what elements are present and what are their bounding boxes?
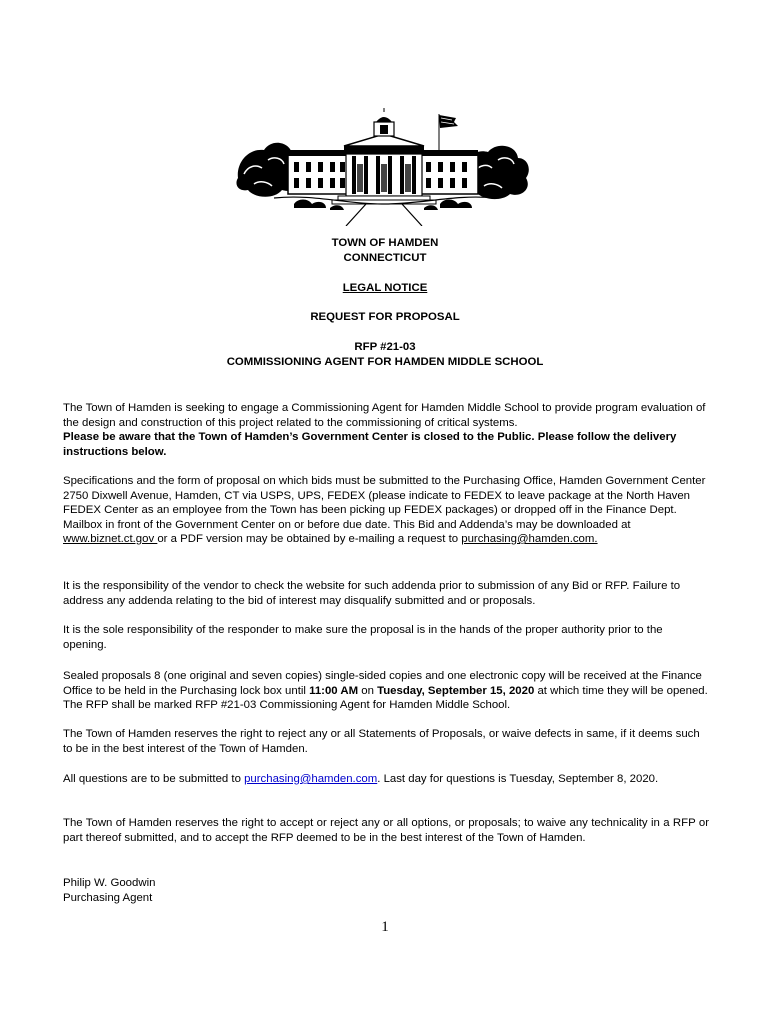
reserve-accept-text: The Town of Hamden reserves the right to accept or reject any or all options, or proposals; to waive any technicality in a RFP or part thereof submitted, and to accept the RFP deemed to be in the best interest of the Town of Hamden. — [63, 817, 709, 844]
responsibility-text: It is the sole responsibility of the responder to make sure the proposal is in the hands of the proper authority prior to the opening. — [63, 624, 663, 651]
paragraph-sealed-proposals — [63, 669, 709, 713]
paragraph-addenda — [63, 579, 709, 608]
biznet-link[interactable]: www.biznet.ct.gov — [63, 533, 158, 545]
specifications-text-a: Specifications and the form of proposal on which bids must be submitted to the Purchasing Office, Hamden Government Center 2750 Dixwell Avenue, Hamden, CT via USPS, UPS, FEDEX (please indicate to FEDEX to leave package at the North Haven FEDEX Center as an employee from the Town has been picking up FEDEX packages) or dropped off in the Finance Dept. Mailbox in front of the Government Center on or before due date. This Bid and Addenda’s may be downloaded at — [63, 475, 706, 531]
addenda-text: It is the responsibility of the vendor to check the website for such addenda prior to submission of any Bid or RFP. Failure to address any addenda relating to the bid of interest may disqualify submitted and or proposals. — [63, 580, 681, 607]
paragraph-reserve-reject — [63, 727, 709, 756]
sealed-proposals-on: on — [358, 684, 378, 697]
sealed-proposals-text-b: at which time they will be opened. The RFP shall be marked RFP #21-03 Commissioning Agent for Hamden Middle School. — [63, 684, 708, 711]
reserve-reject-text: The Town of Hamden reserves the right to reject any or all Statements of Proposals, or waive defects in same, if it deems such to be in the best interest of the Town of Hamden. — [63, 728, 700, 755]
intro-text: The Town of Hamden is seeking to engage a Commissioning Agent for Hamden Middle School to provide program evaluation of the design and construction of this project related to the commissioning of critical systems. — [63, 402, 706, 429]
specifications-text-b: or a PDF version may be obtained by e-mailing a request to — [157, 533, 462, 545]
paragraph-responsibility — [63, 623, 709, 652]
paragraph-reserve-accept — [63, 816, 709, 845]
page-number: 1 — [381, 919, 389, 935]
paragraph-questions — [63, 772, 709, 787]
signature-block — [63, 876, 709, 905]
opening-time: 11:00 AM — [309, 684, 359, 697]
legal-notice-heading: LEGAL NOTICE — [342, 282, 428, 294]
rfp-number: RFP #21-03 — [354, 341, 416, 353]
specifications-text — [63, 474, 709, 547]
state-name: CONNECTICUT — [343, 252, 427, 264]
closure-notice — [63, 430, 709, 459]
sealed-proposals-text — [63, 669, 709, 713]
signature-title: Purchasing Agent — [63, 891, 153, 904]
closure-notice-bold: Please be aware that the Town of Hamden’s Government Center is closed to the Public. Please follow the delivery instructions below. — [63, 431, 677, 458]
signature-name: Philip W. Goodwin — [63, 877, 156, 889]
rfp-title: COMMISSIONING AGENT FOR HAMDEN MIDDLE SCHOOL — [226, 356, 544, 368]
paragraph-specifications — [63, 474, 709, 547]
town-name: TOWN OF HAMDEN — [331, 237, 439, 249]
paragraph-intro — [63, 401, 709, 459]
opening-date: Tuesday, September 15, 2020 — [377, 684, 535, 697]
questions-text-b: . Last day for questions is Tuesday, September 8, 2020. — [377, 773, 659, 785]
town-hall-illustration — [234, 108, 534, 226]
questions-text — [63, 772, 709, 787]
questions-email-link[interactable]: purchasing@hamden.com — [244, 773, 378, 785]
sealed-proposals-text-a: Sealed proposals 8 (one original and seven copies) single-sided copies and one electronic copy will be received at the Finance Office to be held in the Purchasing lock box until — [63, 670, 702, 697]
questions-text-a: All questions are to be submitted to — [63, 773, 245, 785]
purchasing-email-link[interactable]: purchasing@hamden.com. — [461, 533, 598, 545]
rfp-heading: REQUEST FOR PROPOSAL — [310, 311, 460, 323]
